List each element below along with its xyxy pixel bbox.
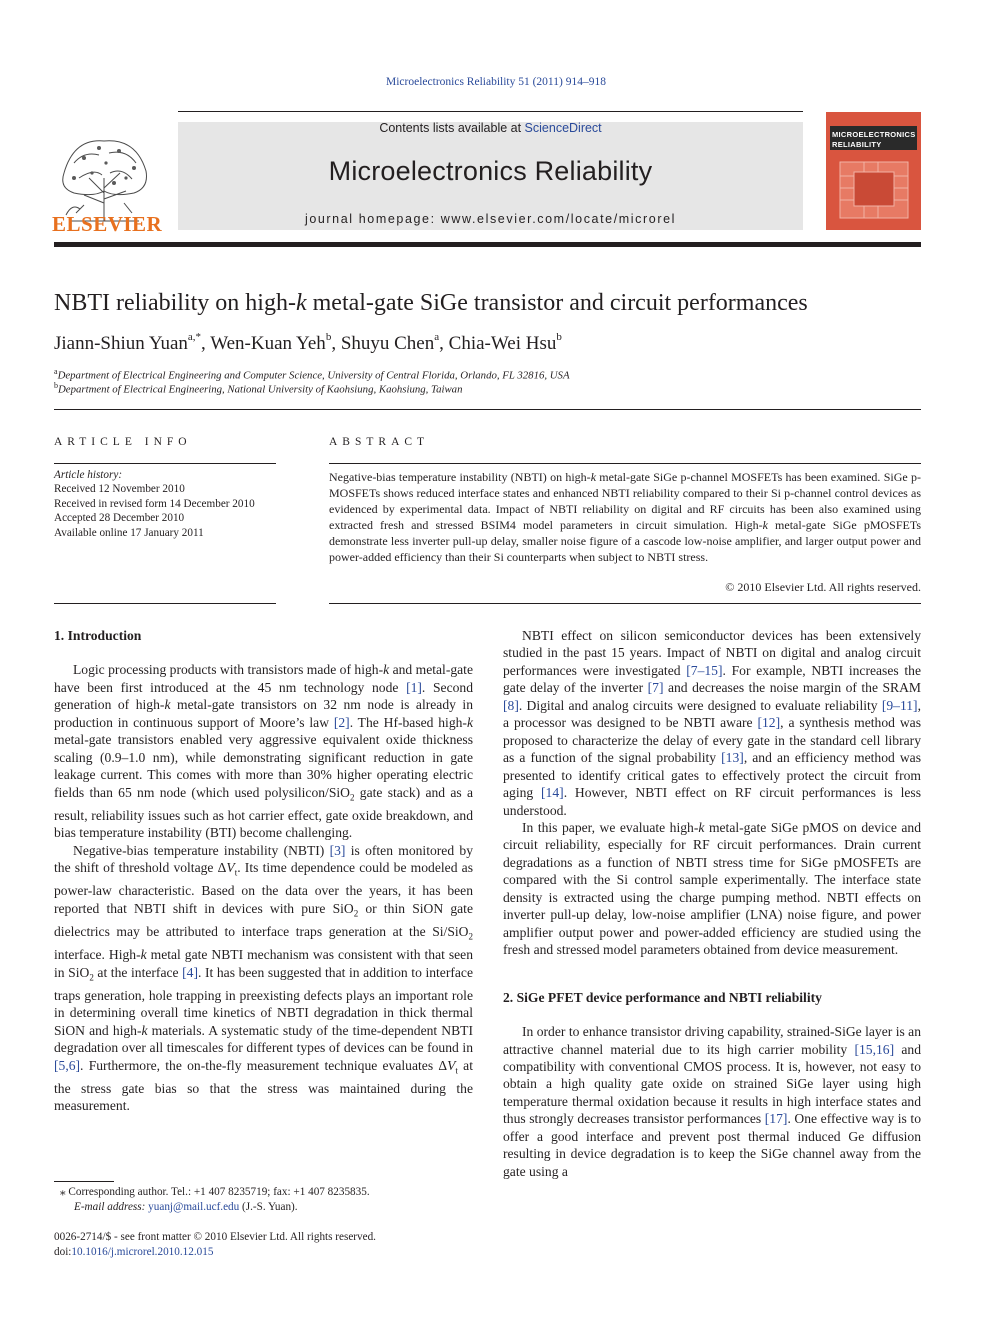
header-rule — [178, 111, 803, 112]
article-title: NBTI reliability on high-k metal-gate SiGe transistor and circuit performances — [54, 290, 808, 316]
affiliation-text: Department of Electrical Engineering and Computer Science, University of Central Florida, Orlando, FL 32816, USA — [57, 369, 570, 382]
affiliation — [54, 367, 924, 382]
contents-line — [178, 121, 803, 135]
doi-link[interactable]: 10.1016/j.microrel.2010.12.015 — [71, 1245, 214, 1258]
header-thick-rule — [54, 242, 921, 247]
author-list: Jiann-Shiun Yuan$^{a,*}$, Wen-Kuan Yeh$^b$, Shuyu Chen$^a$, Chia-Wei Hsu$^b$ — [54, 331, 562, 354]
author-affil-marker: b — [556, 331, 562, 343]
abstract-heading: ABSTRACT — [329, 436, 430, 448]
intro-paragraph-4: In this paper, we evaluate high-k metal-gate SiGe pMOS on device and circuit reliability, especially for RF circuit performances. Drain current degradations as a function of NBTI stress time for SiGe pMOSFETs are compared with the Si control sample experimentally. The interface state density is extracted using the charge pumping method. NBTI effects on inverter pull-up delay, low-noise amplifier (LNA) noise figure, and power amplifier output power and power-added efficiency are studied using the fresh and stressed model parameters obtained from device measurement. — [503, 819, 921, 958]
contents-prefix: Contents lists available at — [379, 121, 525, 135]
author-name[interactable]: Chia-Wei Hsu — [448, 333, 557, 354]
journal-homepage[interactable]: journal homepage: www.elsevier.com/locate/microrel — [304, 212, 677, 226]
issn-line: 0026-2714/$ - see front matter © 2010 Elsevier Ltd. All rights reserved. — [54, 1231, 376, 1243]
abstract-bottom-rule — [329, 603, 921, 604]
journal-citation[interactable]: Microelectronics Reliability 51 (2011) 914–918 — [386, 76, 606, 88]
footnote-rule — [54, 1181, 114, 1182]
author-name[interactable]: Jiann-Shiun Yuan — [54, 333, 188, 354]
email-link[interactable]: yuanj@mail.ucf.edu — [148, 1200, 240, 1213]
abstract-copyright: © 2010 Elsevier Ltd. All rights reserved. — [725, 580, 921, 594]
doi-line — [54, 1245, 484, 1260]
email-label: E-mail address: — [74, 1200, 146, 1213]
article-info-rule — [54, 463, 276, 464]
journal-cover-thumbnail — [826, 112, 921, 230]
article-info-heading: ARTICLE INFO — [54, 436, 192, 448]
article-history — [54, 468, 294, 540]
history-item: Received in revised form 14 December 2010 — [54, 497, 255, 510]
history-item: Received 12 November 2010 — [54, 483, 185, 496]
affiliation-marker: b — [54, 381, 58, 390]
email-suffix: (J.-S. Yuan). — [242, 1200, 298, 1213]
history-label: Article history: — [54, 469, 123, 481]
title-block-rule — [54, 409, 921, 410]
section-heading-introduction: 1. Introduction — [54, 628, 142, 643]
issn-block — [54, 1230, 484, 1259]
doi-label: doi: — [54, 1245, 72, 1258]
affiliation-text: Department of Electrical Engineering, National University of Kaohsiung, Kaohsiung, Taiwan — [58, 383, 463, 396]
journal-name: Microelectronics Reliability — [328, 156, 653, 186]
author-affil-marker: a — [434, 331, 440, 343]
history-item: Accepted 28 December 2010 — [54, 512, 185, 525]
publisher-wordmark: ELSEVIER — [52, 212, 163, 236]
corresponding-author-note: ⁎ Corresponding author. Tel.: +1 407 8235719; fax: +1 407 8235835. — [60, 1186, 370, 1198]
left-column — [54, 627, 473, 1115]
right-column — [503, 627, 921, 1180]
section2-paragraph-1: In order to enhance transistor driving capability, strained-SiGe layer is an attractive channel material due to its high carrier mobility [15,16] and compatibility with conventional CMOS process. It is, however, not easy to obtain a high quality gate oxide on strained SiGe layer using high temperature thermal oxidation because it results in high interface states and thus strongly decreases transistor performances [17]. One effective way is to offer a good interface and prevent post thermal induced Ge diffusion resulting in device degradation is to keep the SiGe channel away from the gate using a — [503, 1024, 921, 1179]
footnotes — [60, 1185, 480, 1214]
intro-paragraph-2: Negative-bias temperature instability (NBTI) [3] is often monitored by the shift of threshold voltage $\Delta V_t$. Its time dependence could be modeled as power-law characteristic. Based on the data over the years, it has been reported that NBTI shift in devices with pure SiO$_2$ or thin SiON gate dielectrics may be attributed to interface traps generation at the Si/SiO$_2$ interface. High-k metal gate NBTI mechanism was consistent with that seen in SiO$_2$ at the interface [4]. It has been suggested that in addition to interface traps generation, hole trapping in preexisting defects plays an important role in determining overall time kinetics of NBTI degradation in thick thermal SiON and high-k materials. A systematic study of the time-dependent NBTI degradation over all timescales for different types of devices can be found in [5,6]. Furthermore, the on-the-fly measurement technique evaluates $\Delta V_t$ at the stress gate bias so that the stress was maintained during the measurement. — [54, 842, 473, 1114]
email-note — [60, 1200, 480, 1215]
intro-paragraph-3: NBTI effect on silicon semiconductor devices has been extensively studied in the past 15 years. Impact of NBTI on digital and analog circuit performances were investigated [7–15]. For example, NBTI increases the gate delay of the inverter [7] and decreases the noise margin of the SRAM [8]. Digital and analog circuits were designed to evaluate reliability [9–11], a processor was designed to be NBTI aware [12], a synthesis method was proposed to characterize the delay of every gate in the standard cell library as a function of the signal probability [13], and an efficiency method was presented to identify critical gates to effectively protect the circuit from aging [14]. However, NBTI effect on RF circuit performances is less understood. — [503, 628, 921, 818]
abstract-rule — [329, 463, 921, 464]
cover-title: MICROELECTRONICS RELIABILITY — [832, 130, 916, 149]
article-info-bottom-rule — [54, 603, 276, 604]
section-heading-2: 2. SiGe PFET device performance and NBTI reliability — [503, 989, 822, 1005]
abstract-text: Negative-bias temperature instability (NBTI) on high-k metal-gate SiGe p-channel MOSFETs has been examined. SiGe p-MOSFETs shows reduced interface states and enhanced NBTI reliability compared to their Si p-channel control devices as evidenced by experimental data. Impact of NBTI reliability on digital and RF circuits has been also examined using extracted fresh and stressed BSIM4 model parameters in circuit simulation. High-k metal-gate SiGe pMOSFETs demonstrate less inverter pull-up delay, smaller noise figure of a cascode low-noise amplifier, and larger output power and power-added efficiency than their Si counterparts when subject to NBTI stress. — [329, 470, 922, 564]
author-name[interactable]: Shuyu Chen — [340, 333, 435, 354]
author-affil-marker: b — [325, 331, 332, 343]
cover-chip-graphic — [834, 156, 914, 224]
intro-paragraph-1: Logic processing products with transistors made of high-k and metal-gate have been first introduced at the 45 nm technology node [1]. Second generation of high-k metal-gate transistors on 32 nm node is already in production in continuous support of Moore’s law [2]. The Hf-based high-k metal-gate transistors enabled very aggressive equivalent oxide thickness scaling (0.9–1.0 nm), while demonstrating significant reduction in gate leakage current. This comes with more than 30% higher operating electric fields than 65 nm node (which used polysilicon/SiO$_2$ gate stack) and as a result, reliability issues such as hot carrier effect, gate oxide breakdown, and bias temperature instability (BTI) become challenging. — [54, 662, 474, 841]
affiliation-marker: a — [54, 367, 58, 376]
history-item: Available online 17 January 2011 — [54, 526, 204, 539]
affiliation — [54, 381, 924, 396]
author-name[interactable]: Wen-Kuan Yeh — [210, 333, 326, 354]
author-affil-marker: a,* — [187, 331, 202, 343]
sciencedirect-link[interactable]: ScienceDirect — [524, 121, 602, 135]
